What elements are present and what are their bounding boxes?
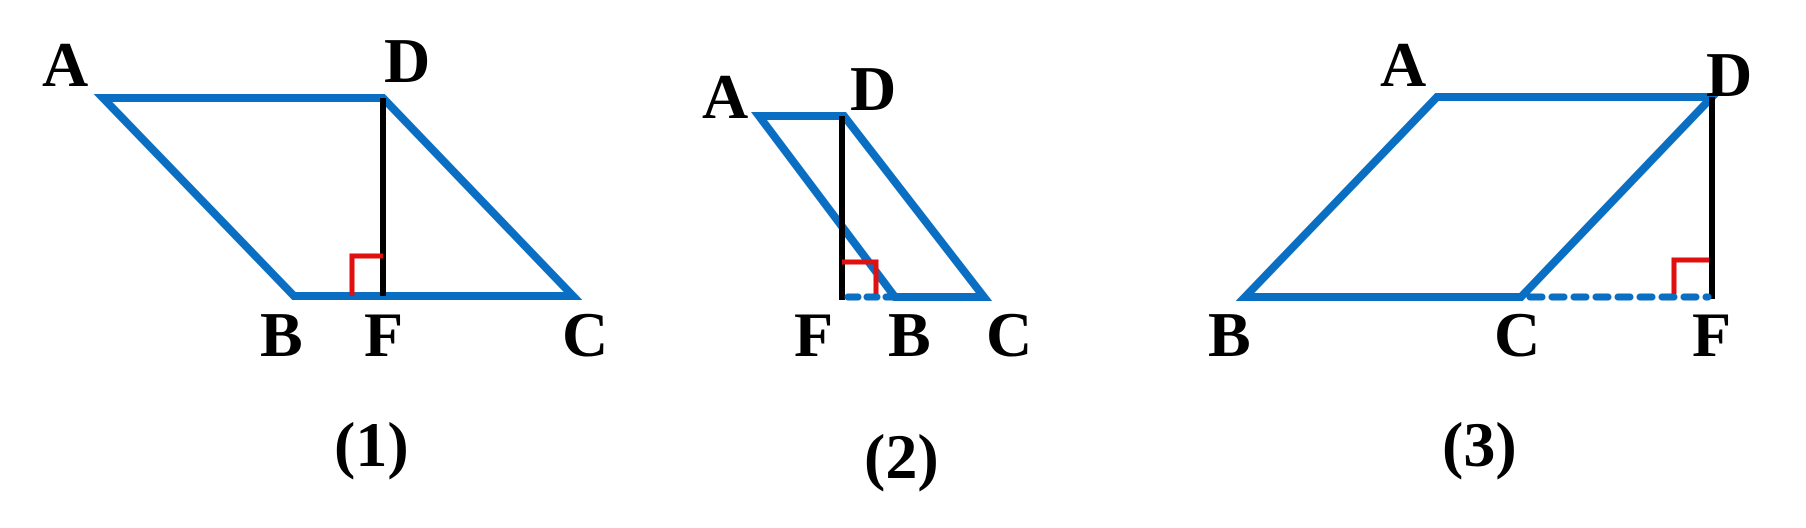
figure-2-label-a: A bbox=[702, 61, 749, 132]
figure-3-right-angle-mark bbox=[1674, 260, 1709, 294]
figure-1-right-angle-mark bbox=[352, 256, 383, 296]
figure-2 bbox=[702, 53, 1032, 492]
figure-2-label-c: C bbox=[986, 299, 1033, 370]
figure-3-label-f: F bbox=[1692, 299, 1732, 370]
figure-3-label-b: B bbox=[1208, 299, 1251, 370]
figure-3 bbox=[1208, 29, 1752, 480]
figure-1-label-c: C bbox=[562, 299, 609, 370]
figure-1-label-a: A bbox=[42, 29, 89, 100]
figure-2-label-d: D bbox=[850, 53, 897, 124]
figure-2-label-b: B bbox=[888, 299, 931, 370]
figure-3-caption: (3) bbox=[1442, 409, 1517, 480]
figure-3-label-a: A bbox=[1380, 29, 1427, 100]
figure-1-label-b: B bbox=[260, 299, 303, 370]
figure-2-caption: (2) bbox=[864, 421, 939, 492]
figure-3-label-d: D bbox=[1706, 39, 1753, 110]
figure-3-label-c: C bbox=[1494, 299, 1541, 370]
figure-3-parallelogram bbox=[1245, 97, 1712, 297]
figure-1-label-d: D bbox=[384, 25, 431, 96]
figure-2-parallelogram bbox=[759, 116, 984, 297]
figure-1 bbox=[42, 25, 608, 480]
figure-1-label-f: F bbox=[364, 299, 404, 370]
figure-1-parallelogram bbox=[103, 98, 573, 296]
figure-1-caption: (1) bbox=[334, 409, 409, 480]
figure-2-label-f: F bbox=[794, 299, 834, 370]
